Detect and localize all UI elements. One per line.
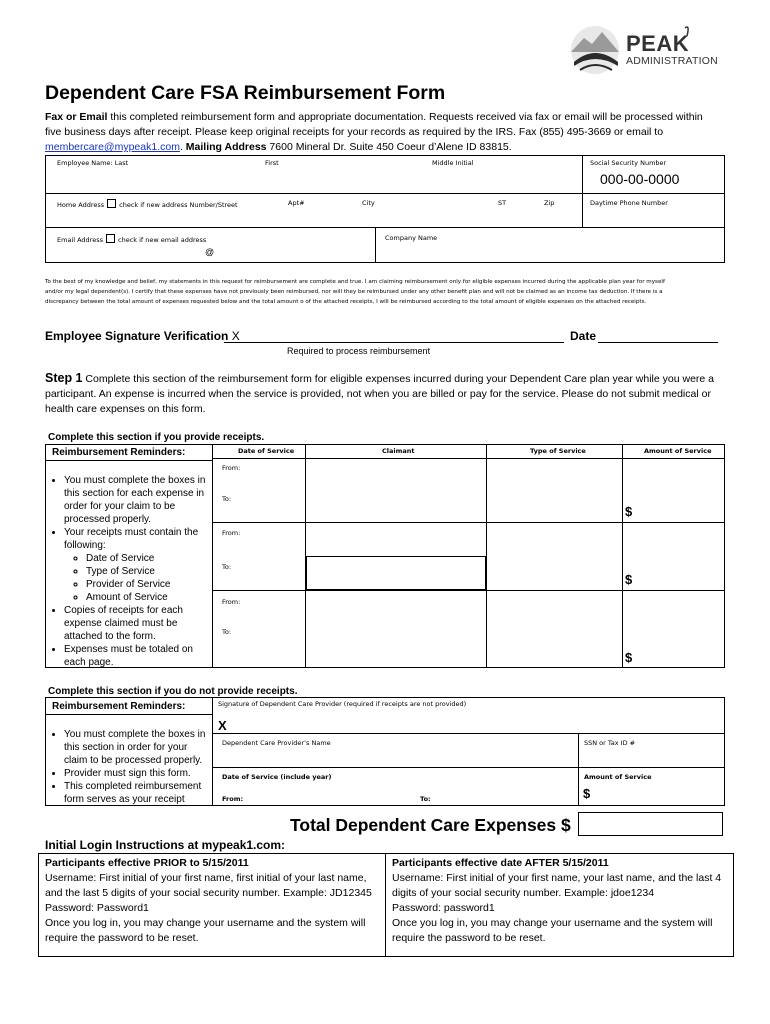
prior-line: and the last 5 digits of your social security number. Example: JD12345 bbox=[45, 887, 372, 899]
date-line[interactable] bbox=[598, 342, 718, 343]
signature-label: Employee Signature Verification bbox=[45, 329, 229, 343]
step1-line1: Complete this section of the reimbursement form for eligible expenses incurred during your Dependent Care plan year while you were a bbox=[82, 373, 715, 385]
bullet-item: • You must complete the boxes in this section for each expense in order for your claim to be processed properly. bbox=[64, 474, 212, 526]
login-prior-column bbox=[45, 856, 380, 946]
company-name-label: Company Name bbox=[385, 234, 438, 242]
intro-line2: five business days after receipt. Please keep original receipts for your records as required by the IRS. Fax (855) 495-3669 or email to bbox=[45, 126, 664, 138]
mail-address: 7600 Mineral Dr. Suite 450 Coeur d’Alene ID 83815. bbox=[266, 141, 512, 153]
apt-label: Apt# bbox=[288, 199, 305, 207]
prior-line: Once you log in, you may change your username and the system will bbox=[45, 917, 366, 929]
bullet-item: • Provider must sign this form. bbox=[64, 767, 212, 780]
name-last-label: Employee Name: Last bbox=[57, 159, 129, 167]
col-date-of-service: Date of Service bbox=[238, 447, 295, 455]
new-email-checkbox[interactable] bbox=[106, 234, 115, 243]
middle-initial-label: Middle Initial bbox=[432, 159, 474, 167]
to-label: To: bbox=[222, 628, 232, 636]
bullet-item: • This completed reimbursement form serves as your receipt bbox=[64, 780, 212, 806]
peak-logo bbox=[570, 22, 730, 78]
intro-paragraph bbox=[45, 110, 735, 155]
cert-line: To the best of my knowledge and belief, my statements in this request for reimbursement are complete and true. I am claiming reimbursement only for eligible expenses incurred during the applicable plan year for myself bbox=[45, 279, 665, 285]
signature-required-note: Required to process reimbursement bbox=[287, 346, 431, 356]
step1-line2: participant. An expense is incurred when the service is provided, not when you are billed or pay for the service. Please do not submit medical or bbox=[45, 388, 711, 400]
day-phone-label: Daytime Phone Number bbox=[590, 199, 668, 207]
bullet-item: • Expenses must be totaled on each page. bbox=[64, 643, 212, 669]
email-link[interactable]: membercare@mypeak1.com bbox=[45, 141, 180, 153]
total-amount-field[interactable] bbox=[578, 812, 723, 836]
col-type-of-service: Type of Service bbox=[530, 447, 586, 455]
from-label: From: bbox=[222, 598, 241, 606]
prior-line: Username: First initial of your first name, first initial of your last name, bbox=[45, 872, 367, 884]
from-label: From: bbox=[222, 464, 241, 472]
signature-row bbox=[45, 329, 240, 343]
amount-service-label: Amount of Service bbox=[584, 773, 652, 781]
employee-name-field[interactable] bbox=[48, 168, 578, 191]
ssn-tax-label: SSN or Tax ID # bbox=[584, 739, 636, 747]
signature-line[interactable] bbox=[224, 342, 564, 343]
email-field[interactable] bbox=[48, 243, 372, 261]
signature-x: X bbox=[231, 329, 240, 343]
sub-bullet-item: ◦ Date of Service bbox=[86, 552, 212, 565]
email-address-text: Email Address bbox=[57, 236, 103, 244]
ssn-label: Social Security Number bbox=[590, 159, 667, 167]
provider-signature-label: Signature of Dependent Care Provider (required if receipts are not provided) bbox=[218, 700, 467, 708]
certification-text bbox=[45, 277, 735, 307]
receipts-bullets bbox=[47, 474, 212, 669]
after-title: Participants effective date AFTER 5/15/2011 bbox=[392, 857, 609, 869]
step1-paragraph bbox=[45, 371, 735, 417]
login-heading: Initial Login Instructions at mypeak1.com: bbox=[45, 838, 286, 852]
address-field[interactable] bbox=[48, 209, 578, 225]
step1-label: Step 1 bbox=[45, 371, 83, 385]
state-label: ST bbox=[498, 199, 507, 207]
from-label: From: bbox=[222, 795, 244, 803]
to-label: To: bbox=[222, 563, 232, 571]
bullet-item: • You must complete the boxes in this section in order for your claim to be processed properly. bbox=[64, 728, 212, 767]
zip-label: Zip bbox=[544, 199, 555, 207]
new-email-text: check if new email address bbox=[118, 236, 207, 244]
dollar-sign: $ bbox=[625, 504, 633, 519]
login-after-column bbox=[392, 856, 732, 946]
sub-bullet-item: ◦ Amount of Service bbox=[86, 591, 212, 604]
receipts-heading: Complete this section if you provide receipts. bbox=[48, 432, 265, 443]
col-claimant: Claimant bbox=[382, 447, 415, 455]
to-label: To: bbox=[420, 795, 431, 803]
intro-line1: this completed reimbursement form and appropriate documentation. Requests received via fax or email will be processed within bbox=[107, 111, 703, 123]
after-line: Password: password1 bbox=[392, 902, 495, 914]
sub-bullet-item: ◦ Provider of Service bbox=[86, 578, 212, 591]
date-label: Date bbox=[570, 329, 597, 343]
receipts-reminders: Reimbursement Reminders: bbox=[52, 447, 186, 458]
prior-title: Participants effective PRIOR to 5/15/2011 bbox=[45, 857, 249, 869]
col-amount-of-service: Amount of Service bbox=[644, 447, 712, 455]
provider-signature-x[interactable]: X bbox=[218, 718, 227, 733]
no-receipts-reminders: Reimbursement Reminders: bbox=[52, 701, 186, 712]
logo-sub: ADMINISTRATION bbox=[626, 55, 718, 67]
intro-lead: Fax or Email bbox=[45, 111, 108, 123]
after-line: Once you log in, you may change your username and the system will bbox=[392, 917, 713, 929]
first-name-label: First bbox=[265, 159, 279, 167]
dollar-sign: $ bbox=[625, 572, 633, 587]
no-receipts-bullets bbox=[47, 728, 212, 806]
after-line: require the password to be reset. bbox=[392, 932, 546, 944]
page-title: Dependent Care FSA Reimbursement Form bbox=[45, 82, 446, 104]
ssn-field[interactable]: 000-00-0000 bbox=[600, 171, 680, 187]
prior-line: require the password to be reset. bbox=[45, 932, 199, 944]
bullet-item: Your receipts must contain the following: bbox=[64, 527, 199, 551]
no-receipts-heading: Complete this section if you do not provide receipts. bbox=[48, 686, 298, 697]
cert-line: and/or my legal dependent(s). I certify that these expenses have not previously been reimbursed, nor will they be reimbursed under any other benefit plan and will not be claimed as an income tax deduction. If there is a bbox=[45, 289, 663, 295]
logo-brand: PEAK bbox=[626, 31, 690, 56]
prior-line: Password: Password1 bbox=[45, 902, 149, 914]
step1-line3: health care expenses on this form. bbox=[45, 403, 206, 415]
dollar-sign: $ bbox=[625, 650, 633, 665]
bullet-item: • Copies of receipts for each expense claimed must be attached to the form. bbox=[64, 604, 212, 643]
at-symbol: @ bbox=[205, 247, 215, 257]
new-address-text: check if new address Number/Street bbox=[119, 201, 238, 209]
cert-line: discrepancy between the total amount of expenses requested below and the total amount o of the attached receipts, I will be reimbursed according to the total amount of eligible expenses on the attached receipts. bbox=[45, 299, 647, 305]
home-address-text: Home Address bbox=[57, 201, 105, 209]
mail-label: Mailing Address bbox=[185, 141, 267, 153]
date-service-label: Date of Service (include year) bbox=[222, 773, 332, 781]
city-label: City bbox=[362, 199, 375, 207]
dollar-sign: $ bbox=[583, 786, 591, 801]
sub-bullet-item: ◦ Type of Service bbox=[86, 565, 212, 578]
intro-sep: . bbox=[179, 141, 186, 153]
home-address-label bbox=[57, 199, 238, 209]
from-label: From: bbox=[222, 529, 241, 537]
after-line: digits of your social security number. Example: jdoe1234 bbox=[392, 887, 655, 899]
provider-name-label: Dependent Care Provider’s Name bbox=[222, 739, 331, 747]
total-label: Total Dependent Care Expenses $ bbox=[290, 815, 571, 835]
after-line: Username: First initial of your first name, your last name, and the last 4 bbox=[392, 872, 722, 884]
to-label: To: bbox=[222, 495, 232, 503]
new-address-checkbox[interactable] bbox=[107, 199, 116, 208]
